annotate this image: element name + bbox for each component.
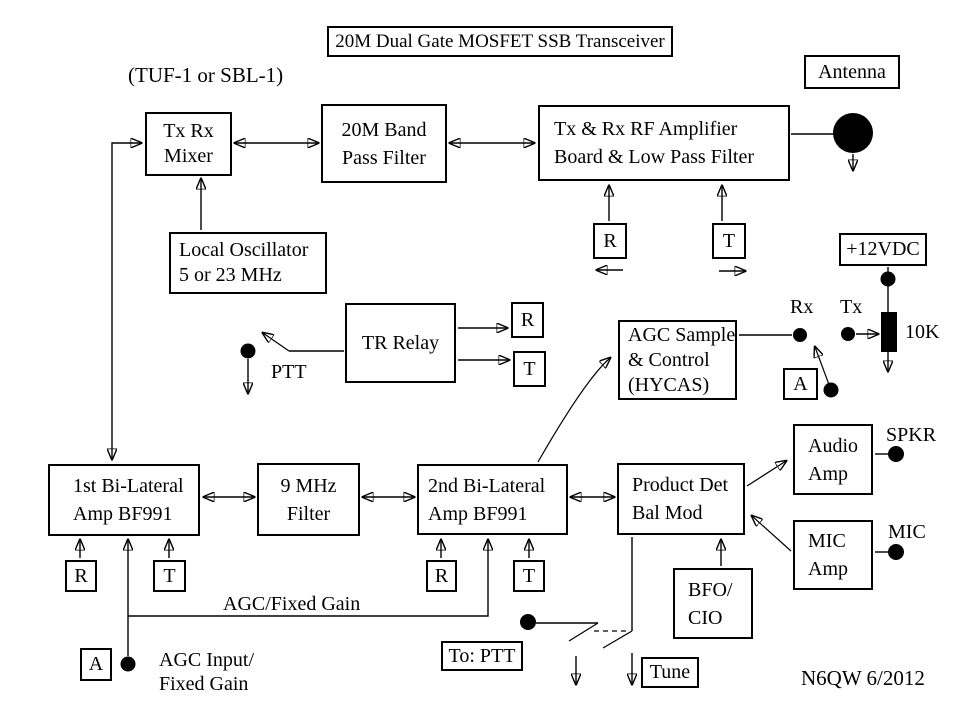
block-micamp-line1: MIC [808, 530, 846, 552]
block-filter-line1: 9 MHz [280, 474, 337, 497]
block-audio-line1: Audio [808, 434, 858, 457]
port-t-amp2-label: T [522, 564, 536, 587]
ptt-pole-dot [241, 344, 256, 359]
block-mixer-line2: Mixer [164, 145, 213, 167]
block-rfamp-line1: Tx & Rx RF Amplifier [554, 118, 738, 140]
block-bfo-line1: BFO/ [688, 578, 733, 601]
ptt-switch-blade [263, 333, 289, 351]
block-amp1-line1: 1st Bi-Lateral [73, 475, 184, 497]
ptt-line-terminal-dot [520, 614, 536, 630]
agc-input-label-line1: AGC Input/ [159, 649, 254, 671]
agc-input-terminal-dot [121, 657, 136, 672]
signature: N6QW 6/2012 [801, 666, 925, 690]
pot-10k-icon [881, 312, 897, 352]
agc-bus-label: AGC/Fixed Gain [223, 593, 361, 615]
block-bpf-line2: Pass Filter [342, 146, 426, 169]
rx-terminal-dot [793, 328, 807, 342]
tune-switch-blade-right [603, 631, 632, 648]
spkr-label: SPKR [886, 424, 937, 446]
block-antenna-label: Antenna [818, 60, 886, 83]
mixer-type-note: (TUF-1 or SBL-1) [128, 63, 284, 87]
supply-junction-dot [881, 272, 896, 287]
block-amp1-line2: Amp BF991 [73, 503, 173, 525]
block-tune-label: Tune [649, 661, 691, 683]
port-t-amp1-label: T [163, 564, 176, 587]
block-rfamp-line2: Board & Low Pass Filter [554, 146, 754, 168]
block-amp2-line1: 2nd Bi-Lateral [428, 474, 546, 497]
port-r-amp1-label: R [74, 564, 88, 587]
block-agc-line3: (HYCAS) [628, 373, 710, 396]
block-tr-relay-label: TR Relay [361, 331, 440, 354]
tune-switch-blade-left [569, 623, 598, 641]
port-r-amp2-label: R [434, 564, 449, 587]
block-amp2-line2: Amp BF991 [428, 502, 528, 525]
block-supply-label: +12VDC [846, 238, 920, 260]
wire-proddet-audioamp [747, 461, 786, 486]
pot-value-label: 10K [905, 321, 940, 343]
mic-terminal-dot [888, 544, 904, 560]
port-t-rfamp-label: T [722, 229, 736, 252]
mic-label: MIC [888, 521, 926, 543]
block-agc-line1: AGC Sample [628, 323, 736, 346]
agc-input-label-line2: Fixed Gain [159, 673, 249, 695]
port-a-agcinput-label: A [88, 653, 104, 675]
wire-agc-bus-amp2 [128, 540, 488, 616]
wire-micamp-proddet [752, 516, 791, 551]
tx-terminal-dot [841, 327, 855, 341]
block-audio-line2: Amp [808, 462, 848, 485]
antenna-jack-dot-icon [842, 122, 864, 144]
block-filter-line2: Filter [286, 502, 331, 525]
block-agc-line2: & Control [628, 348, 710, 371]
block-bfo-line2: CIO [688, 606, 723, 629]
rx-label: Rx [790, 296, 814, 318]
block-lo-line1: Local Oscillator [179, 239, 309, 261]
spkr-terminal-dot [888, 446, 904, 462]
block-bpf-line1: 20M Band [341, 118, 427, 141]
block-proddet-line1: Product Det [632, 474, 729, 496]
port-a-agc-label: A [793, 372, 808, 395]
block-micamp-line2: Amp [808, 558, 848, 580]
ptt-label: PTT [271, 361, 307, 383]
block-proddet-line2: Bal Mod [632, 502, 703, 524]
port-r-rfamp-label: R [603, 229, 617, 252]
block-mixer-line1: Tx Rx [163, 120, 214, 142]
port-t-trrelay-label: T [523, 357, 536, 380]
wire-amp2-agcsample [538, 358, 610, 462]
block-to-ptt-label: To: PTT [448, 644, 516, 667]
port-r-trrelay-label: R [520, 308, 535, 331]
tx-label: Tx [840, 296, 863, 318]
title-text: 20M Dual Gate MOSFET SSB Transceiver [335, 31, 665, 52]
block-lo-line2: 5 or 23 MHz [179, 264, 282, 286]
wire-if-feedback [112, 143, 141, 459]
agc-select-blade [815, 347, 831, 390]
